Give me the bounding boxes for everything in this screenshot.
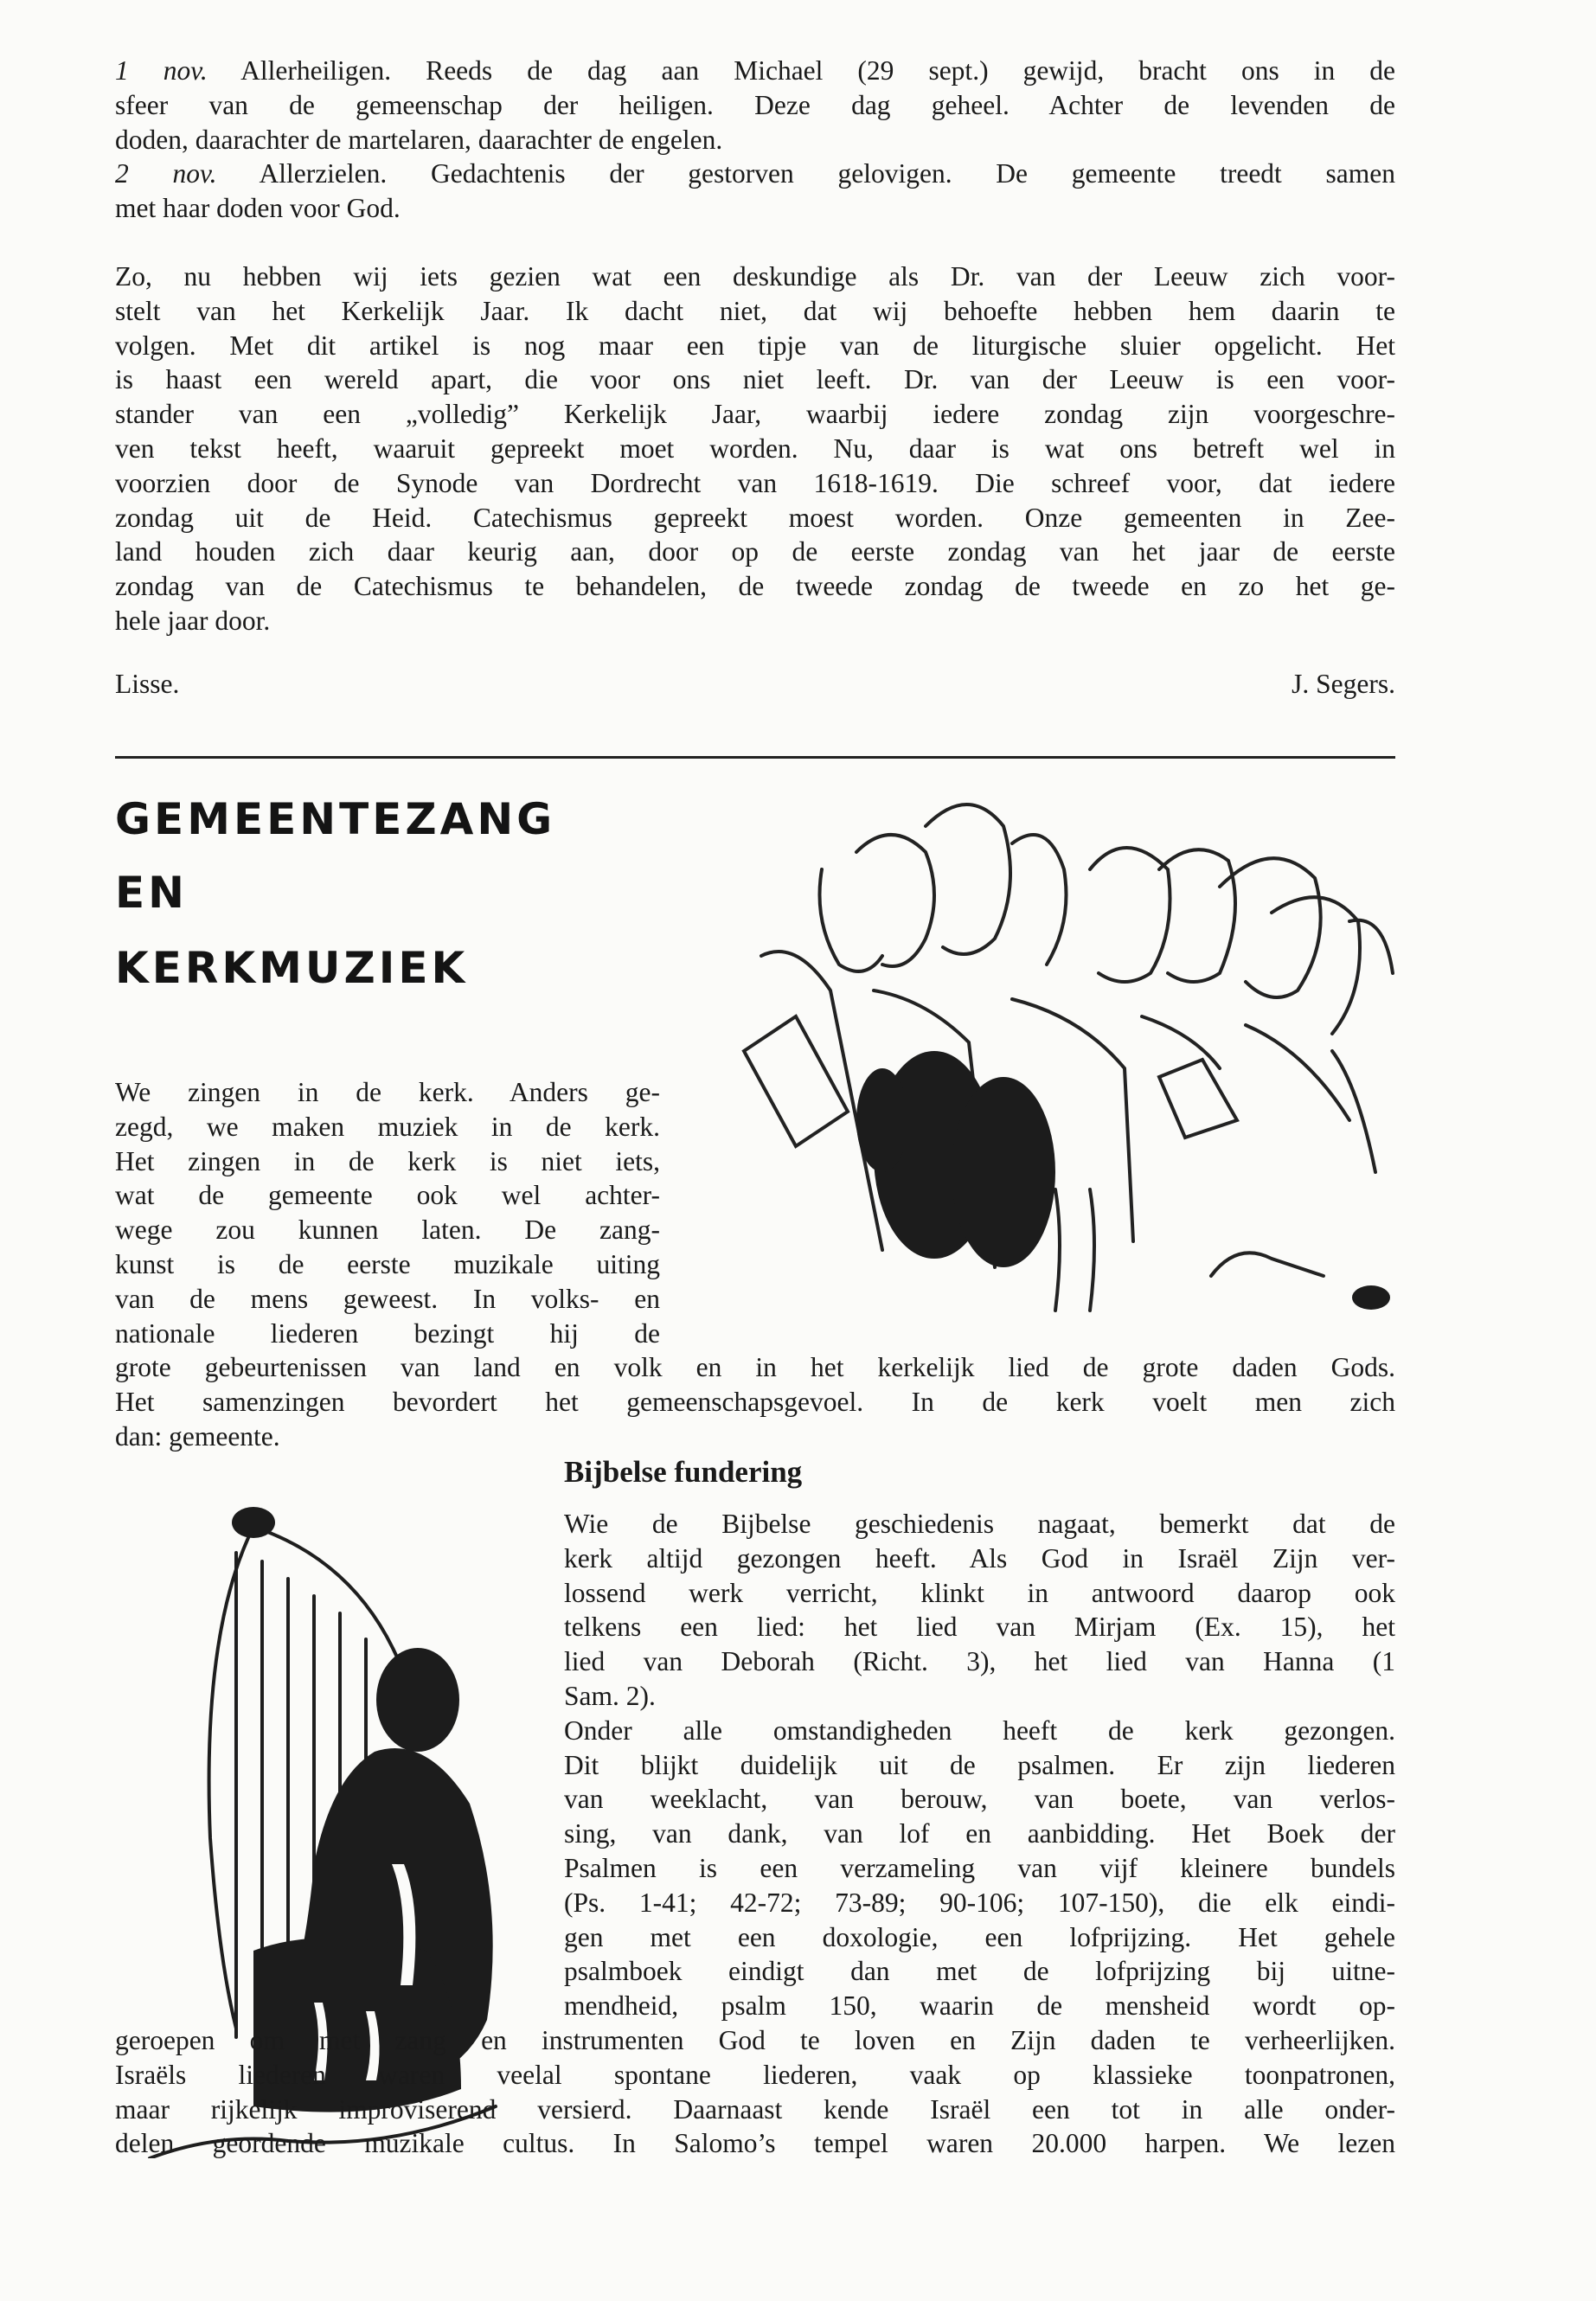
date-label: 2 nov. bbox=[115, 158, 217, 189]
text-line: Het samenzingen bevordert het gemeenschapsgevoel. In de kerk voelt men zich bbox=[115, 1386, 1395, 1417]
text-line: volgen. Met dit artikel is nog maar een tipje van de liturgische sluier opgelicht. Het bbox=[115, 330, 1395, 361]
text-line: is haast een wereld apart, die voor ons niet leeft. Dr. van der Leeuw is een voor- bbox=[115, 364, 1395, 395]
section-title-line-2: EN bbox=[115, 868, 189, 918]
text-line: stelt van het Kerkelijk Jaar. Ik dacht niet, dat wij behoefte hebben hem daarin te bbox=[115, 295, 1395, 326]
text-line: van de mens geweest. In volks- en bbox=[115, 1283, 660, 1314]
text-line: dan: gemeente. bbox=[115, 1420, 280, 1452]
text-line: psalmboek eindigt dan met de lofprijzing bij uitne- bbox=[564, 1956, 1395, 1987]
text-line: grote gebeurtenissen van land en volk en in het kerkelijk lied de grote daden Gods. bbox=[115, 1352, 1395, 1382]
signature-place: Lisse. bbox=[115, 669, 180, 699]
text-line: lied van Deborah (Richt. 3), het lied van Hanna (1 bbox=[564, 1646, 1395, 1677]
text-line: Dit blijkt duidelijk uit de psalmen. Er zijn liederen bbox=[564, 1749, 1395, 1780]
text-line: geroepen om met zang en instrumenten God te loven en Zijn daden te verheerlijken. bbox=[115, 2025, 1395, 2055]
text-line: sfeer van de gemeenschap der heiligen. Deze dag geheel. Achter de levenden de bbox=[115, 89, 1395, 120]
text-line: voorzien door de Synode van Dordrecht van 1618-1619. Die schreef voor, dat iedere bbox=[115, 467, 1395, 498]
text-line: Sam. 2). bbox=[564, 1680, 656, 1711]
text-line: sing, van dank, van lof en aanbidding. Het Boek der bbox=[564, 1818, 1395, 1849]
section-title-line-3: KERKMUZIEK bbox=[115, 943, 469, 993]
text-line: Israëls liederen waren veelal spontane liederen, vaak op klassieke toonpatronen, bbox=[115, 2059, 1395, 2090]
text-line: Zo, nu hebben wij iets gezien wat een deskundige als Dr. van der Leeuw zich voor- bbox=[115, 261, 1395, 292]
section-intro-wide bbox=[115, 1350, 1395, 1453]
text-line: zegd, we maken muziek in de kerk. bbox=[115, 1111, 660, 1142]
paragraph-kerkelijk-jaar bbox=[115, 260, 1395, 638]
text-line: Psalmen is een verzameling van vijf kleinere bundels bbox=[564, 1852, 1395, 1883]
section-divider bbox=[115, 756, 1395, 759]
text-line: Wie de Bijbelse geschiedenis nagaat, bemerkt dat de bbox=[564, 1509, 1395, 1539]
body-narrow bbox=[564, 1507, 1395, 2023]
text-line: land houden zich daar keurig aan, door op de eerste zondag van het jaar de eerste bbox=[115, 536, 1395, 567]
text-line: delen geordende muzikale cultus. In Salomo’s tempel waren 20.000 harpen. We lezen bbox=[115, 2128, 1395, 2159]
text-line: lossend werk verricht, klinkt in antwoord daarop ook bbox=[564, 1577, 1395, 1608]
text-line: gen met een doxologie, een lofprijzing. Het gehele bbox=[564, 1921, 1395, 1952]
text-line: We zingen in de kerk. Anders ge- bbox=[115, 1077, 660, 1107]
text-line: kerk altijd gezongen heeft. Als God in Israël Zijn ver- bbox=[564, 1542, 1395, 1574]
text-line: wat de gemeente ook wel achter- bbox=[115, 1180, 660, 1211]
date-label: 1 nov. bbox=[115, 55, 208, 86]
choir-illustration bbox=[727, 792, 1401, 1319]
text-line: nationale liederen bezingt hij de bbox=[115, 1317, 660, 1349]
text-line: wege zou kunnen laten. De zang- bbox=[115, 1215, 660, 1246]
text-line: mendheid, psalm 150, waarin de mensheid wordt op- bbox=[564, 1990, 1395, 2022]
text-line: doden, daarachter de martelaren, daarachter de engelen. bbox=[115, 124, 723, 155]
text-line: hele jaar door. bbox=[115, 605, 271, 636]
section-intro-narrow bbox=[115, 1075, 660, 1350]
body-wide bbox=[115, 2023, 1395, 2161]
text-line: ven tekst heeft, waaruit gepreekt moet worden. Nu, daar is wat ons betreft wel in bbox=[115, 433, 1395, 464]
text-line: kunst is de eerste muzikale uiting bbox=[115, 1248, 660, 1279]
text-line: zondag van de Catechismus te behandelen, de tweede zondag de tweede en zo het ge- bbox=[115, 571, 1395, 602]
text-line: met haar doden voor God. bbox=[115, 193, 401, 224]
text-line: (Ps. 1-41; 42-72; 73-89; 90-106; 107-150), die elk eindi- bbox=[564, 1887, 1395, 1918]
text-line: 1 nov. Allerheiligen. Reeds de dag aan Michael (29 sept.) gewijd, bracht ons in de bbox=[115, 55, 1395, 86]
text-line: telkens een lied: het lied van Mirjam (Ex. 15), het bbox=[564, 1612, 1395, 1643]
text-line: Onder alle omstandigheden heeft de kerk gezongen. bbox=[564, 1715, 1395, 1746]
text-line: van weeklacht, van berouw, van boete, van verlos- bbox=[564, 1784, 1395, 1815]
feast-days-block bbox=[115, 54, 1395, 226]
text-line: Het zingen in de kerk is niet iets, bbox=[115, 1145, 660, 1176]
signature bbox=[115, 669, 1395, 703]
signature-author: J. Segers. bbox=[1292, 669, 1395, 699]
section-title-line-1: GEMEENTEZANG bbox=[115, 794, 556, 844]
text-line: maar rijkelijk improviserend versierd. Daarnaast kende Israël een tot in alle onder- bbox=[115, 2093, 1395, 2125]
text-line: stander van een „volledig” Kerkelijk Jaar, waarbij iedere zondag zijn voorgeschre- bbox=[115, 399, 1395, 430]
text-line: zondag uit de Heid. Catechismus gepreekt moest worden. Onze gemeenten in Zee- bbox=[115, 502, 1395, 533]
subheading: Bijbelse fundering bbox=[564, 1455, 803, 1489]
text-line: 2 nov. Allerzielen. Gedachtenis der gestorven gelovigen. De gemeente treedt samen bbox=[115, 158, 1395, 189]
